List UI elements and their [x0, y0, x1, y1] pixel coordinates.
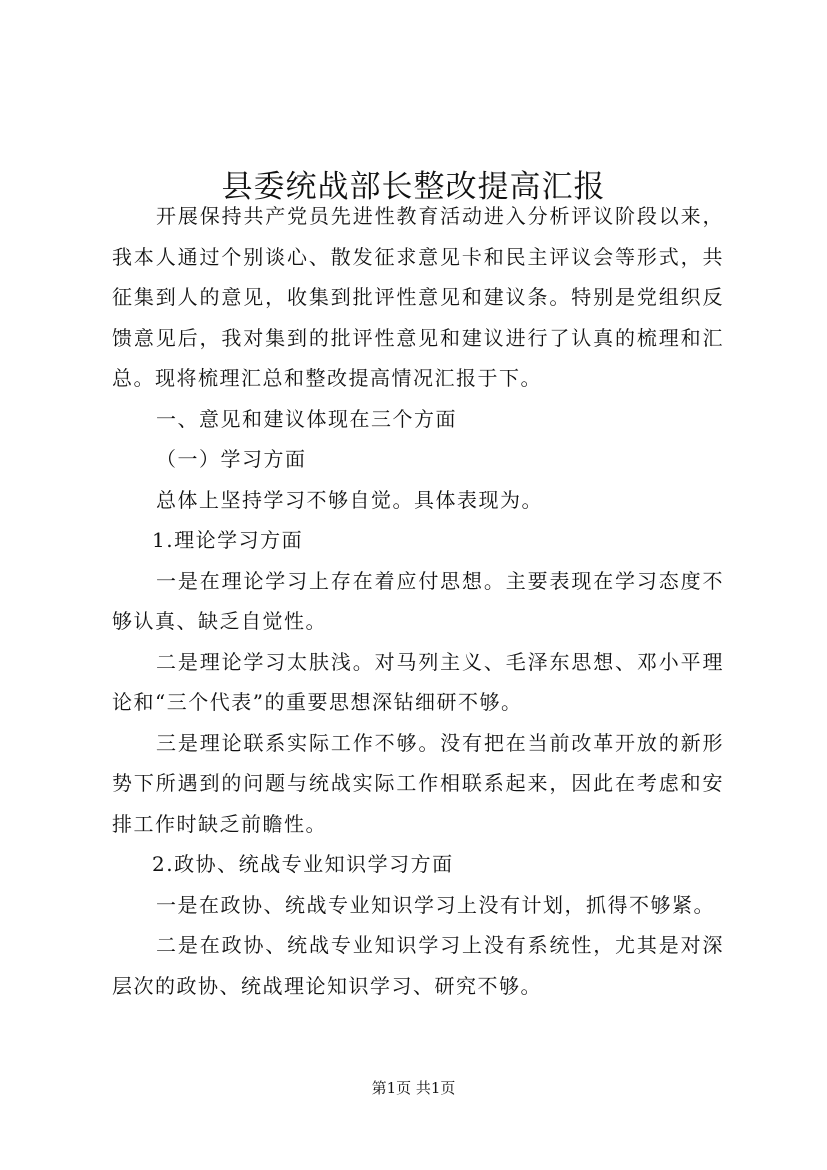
section-heading-1: 一、意见和建议体现在三个方面: [156, 406, 457, 431]
page-footer: 第1页 共1页: [371, 1079, 456, 1097]
subsection-heading-study: （一）学习方面: [156, 447, 307, 471]
intro-paragraph: 开展保持共产党员先进性教育活动进入分析评议阶段以来，我本人通过个别谈心、散发征求意见卡和民主评议会等形式，共征集到人的意见，收集到批评性意见和建议条。特别是党组织反馈意见后，我对集到的批评性意见和建议进行了认真的梳理和汇总。现将梳理汇总和整改提高情况汇报于下。: [112, 204, 724, 390]
theory-study-heading: 1.理论学习方面: [152, 528, 304, 552]
theory-point-3: 三是理论联系实际工作不够。没有把在当前改革开放的新形势下所遇到的问题与统战实际工作相联系起来，因此在考虑和安排工作时缺乏前瞻性。: [112, 730, 724, 836]
professional-study-heading: 2.政协、统战专业知识学习方面: [152, 852, 454, 876]
professional-point-2: 二是在政协、统战专业知识学习上没有系统性，尤其是对深层次的政协、统战理论知识学习、研究不够。: [112, 933, 724, 998]
document-title: 县委统战部长整改提高汇报: [221, 168, 606, 205]
theory-point-1: 一是在理论学习上存在着应付思想。主要表现在学习态度不够认真、缺乏自觉性。: [112, 568, 724, 633]
document-body: [112, 196, 724, 1006]
theory-point-2: 二是理论学习太肤浅。对马列主义、毛泽东思想、邓小平理论和“三个代表”的重要思想深钻细研不够。: [112, 649, 724, 714]
professional-point-1: 一是在政协、统战专业知识学习上没有计划，抓得不够紧。: [156, 892, 715, 917]
study-summary-paragraph: 总体上坚持学习不够自觉。具体表现为。: [156, 487, 543, 512]
